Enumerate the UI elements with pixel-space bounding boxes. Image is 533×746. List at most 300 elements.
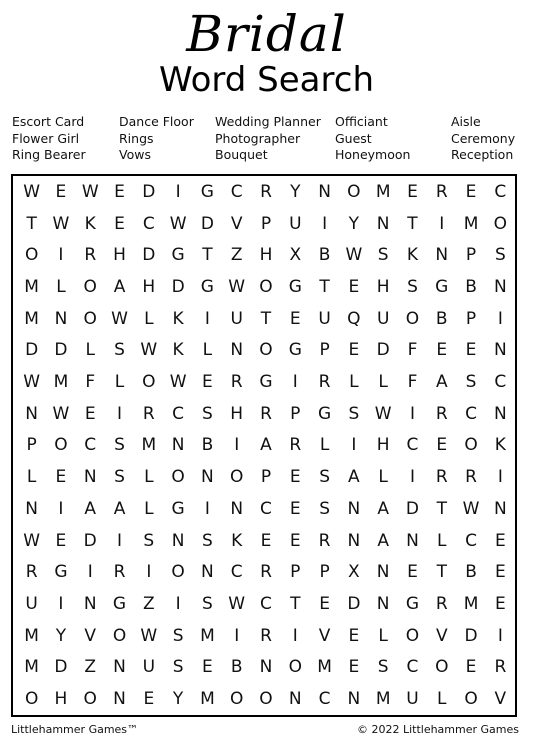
grid-letter: D (25, 340, 39, 361)
grid-letter: O (230, 467, 244, 488)
grid-letter: O (259, 340, 273, 361)
footer-copyright: © 2022 Littlehammer Games (356, 723, 519, 736)
grid-letter: E (494, 562, 506, 583)
grid-letter: L (56, 276, 66, 297)
grid-letter: S (114, 340, 125, 361)
grid-letter: C (318, 689, 331, 710)
grid-letter: I (234, 435, 240, 456)
grid-letter: M (375, 181, 391, 202)
word-item: Rings (119, 130, 154, 146)
grid-letter: Z (230, 245, 243, 266)
grid-letter: I (87, 562, 93, 583)
grid-letter: E (114, 213, 125, 234)
grid-letter: G (200, 276, 214, 297)
grid-letter: S (494, 245, 506, 266)
word-column-4 (335, 114, 410, 164)
grid-letter: L (378, 372, 388, 393)
word-item: Officiant (335, 114, 388, 129)
grid-letter: E (260, 530, 272, 551)
grid-letter: E (348, 657, 360, 678)
grid-letter: P (260, 213, 272, 234)
word-item: Dance Floor (119, 114, 194, 129)
grid-letter: I (58, 594, 64, 615)
grid-letter: E (348, 276, 360, 297)
grid-letter: E (55, 467, 67, 488)
grid-letter: O (259, 276, 273, 297)
word-column-1 (12, 114, 86, 164)
grid-letter: S (407, 276, 418, 297)
grid-letter: N (493, 498, 507, 519)
puzzle-grid (17, 176, 515, 715)
grid-letter: K (494, 435, 506, 456)
grid-letter: L (85, 340, 95, 361)
grid-letter: I (117, 403, 123, 424)
grid-letter: C (260, 498, 272, 519)
grid-letter: A (113, 276, 126, 297)
grid-letter: G (171, 498, 185, 519)
grid-letter: W (81, 181, 99, 202)
grid-letter: I (497, 467, 503, 488)
grid-letter: L (437, 530, 447, 551)
grid-letter: D (376, 340, 390, 361)
grid-letter: O (54, 435, 68, 456)
grid-letter: N (201, 562, 214, 583)
main-title: Word Search (158, 60, 374, 100)
grid-letter: G (112, 594, 127, 615)
grid-letter: E (436, 340, 448, 361)
grid-letter: D (347, 594, 361, 615)
grid-letter: P (465, 245, 477, 266)
grid-letter: F (85, 372, 96, 393)
grid-letter: M (53, 372, 69, 393)
grid-letter: L (378, 625, 388, 646)
grid-letter: K (172, 308, 184, 329)
grid-letter: E (494, 594, 506, 615)
word-item: Aisle (451, 114, 481, 129)
grid-letter: F (407, 372, 418, 393)
grid-letter: I (146, 562, 152, 583)
grid-letter: P (319, 562, 330, 583)
grid-letter: M (24, 657, 39, 678)
grid-letter: O (83, 276, 97, 297)
grid-letter: S (348, 403, 360, 424)
grid-letter: W (462, 498, 480, 519)
grid-letter: U (318, 308, 331, 329)
footer-brand: Littlehammer Games™ (11, 723, 139, 736)
grid-letter: O (288, 657, 302, 678)
word-item: Guest (335, 130, 372, 146)
grid-letter: P (290, 562, 301, 583)
grid-letter: I (322, 213, 328, 234)
grid-letter: T (260, 308, 272, 329)
grid-letter: R (260, 181, 272, 202)
grid-letter: W (228, 594, 246, 615)
grid-letter: A (260, 435, 272, 456)
grid-letter: P (290, 403, 301, 424)
grid-letter: V (84, 625, 97, 646)
grid-letter: W (374, 403, 392, 424)
word-item: Bouquet (215, 147, 268, 162)
grid-letter: I (497, 308, 503, 329)
grid-letter: E (289, 467, 301, 488)
grid-letter: N (25, 498, 38, 519)
grid-letter: M (200, 689, 215, 710)
grid-letter: V (318, 625, 331, 646)
grid-letter: D (464, 625, 478, 646)
grid-letter: E (202, 657, 213, 678)
grid-letter: L (144, 308, 154, 329)
grid-letter: R (435, 403, 448, 424)
grid-letter: W (140, 625, 158, 646)
grid-letter: A (377, 530, 389, 551)
grid-letter: V (435, 625, 448, 646)
grid-letter: I (409, 467, 415, 488)
grid-letter: N (83, 467, 97, 488)
grid-letter: X (348, 562, 360, 583)
grid-letter: E (289, 530, 301, 551)
grid-letter: T (407, 213, 418, 234)
grid-letter: T (436, 562, 447, 583)
grid-letter: S (319, 498, 330, 519)
grid-letter: E (114, 181, 125, 202)
grid-letter: I (117, 530, 123, 551)
grid-letter: E (494, 530, 506, 551)
grid-letter: E (465, 181, 477, 202)
grid-letter: W (169, 372, 187, 393)
grid-letter: M (141, 435, 157, 456)
grid-letter: G (435, 276, 449, 297)
grid-letter: K (172, 340, 184, 361)
word-item: Vows (119, 147, 151, 162)
grid-letter: O (171, 562, 185, 583)
word-item: Ring Bearer (12, 147, 86, 162)
word-item: Reception (451, 147, 514, 162)
grid-letter: B (201, 435, 214, 456)
grid-letter: H (230, 403, 244, 424)
grid-letter: R (230, 372, 243, 393)
grid-letter: E (436, 435, 448, 456)
grid-letter: C (84, 435, 97, 456)
grid-letter: N (113, 657, 126, 678)
grid-letter: N (347, 530, 361, 551)
grid-letter: C (260, 594, 272, 615)
grid-letter: N (493, 403, 507, 424)
grid-letter: R (113, 562, 126, 583)
grid-letter: N (406, 530, 419, 551)
grid-letter: N (113, 689, 126, 710)
grid-letter: O (112, 625, 127, 646)
word-item: Honeymoon (335, 147, 411, 162)
grid-letter: G (54, 562, 68, 583)
grid-letter: U (376, 308, 390, 329)
grid-letter: R (84, 245, 97, 266)
grid-letter: H (142, 276, 156, 297)
grid-letter: M (375, 689, 391, 710)
grid-letter: E (465, 340, 477, 361)
grid-letter: A (113, 498, 126, 519)
grid-letter: S (202, 530, 213, 551)
grid-letter: O (142, 372, 156, 393)
grid-letter: O (24, 245, 39, 266)
grid-letter: L (378, 467, 388, 488)
grid-letter: N (201, 467, 214, 488)
grid-letter: G (171, 245, 185, 266)
grid-letter: C (494, 181, 507, 202)
grid-letter: N (54, 308, 68, 329)
grid-letter: U (142, 657, 156, 678)
grid-letter: I (58, 498, 64, 519)
grid-letter: R (260, 403, 272, 424)
grid-letter: I (292, 625, 298, 646)
word-column-3 (215, 114, 321, 164)
grid-letter: D (200, 213, 214, 234)
grid-letter: W (52, 213, 70, 234)
grid-letter: O (435, 657, 449, 678)
script-title: Bridal (186, 5, 347, 63)
grid-letter: B (230, 657, 243, 678)
grid-letter: H (113, 245, 126, 266)
grid-letter: W (345, 245, 363, 266)
grid-letter: M (463, 594, 479, 615)
grid-letter: E (465, 657, 477, 678)
grid-letter: I (175, 181, 181, 202)
grid-letter: M (317, 657, 332, 678)
grid-letter: I (175, 594, 181, 615)
grid-letter: T (26, 213, 37, 234)
grid-letter: U (230, 308, 243, 329)
grid-letter: K (84, 213, 96, 234)
grid-letter: I (439, 213, 445, 234)
grid-letter: H (376, 435, 390, 456)
grid-letter: I (204, 308, 210, 329)
grid-letter: O (230, 689, 244, 710)
grid-letter: P (319, 340, 330, 361)
grid-letter: N (347, 498, 361, 519)
grid-letter: B (465, 562, 477, 583)
grid-letter: H (259, 245, 273, 266)
grid-letter: W (23, 530, 41, 551)
grid-letter: E (319, 594, 330, 615)
grid-letter: O (347, 181, 361, 202)
grid-letter: N (435, 245, 449, 266)
grid-letter: Z (84, 657, 97, 678)
grid-letter: V (494, 689, 507, 710)
grid-letter: T (290, 594, 301, 615)
grid-letter: T (319, 276, 330, 297)
grid-letter: G (259, 372, 273, 393)
grid-letter: H (54, 689, 68, 710)
grid-letter: N (318, 181, 331, 202)
grid-letter: G (288, 340, 302, 361)
grid-letter: C (142, 213, 155, 234)
grid-letter: W (140, 340, 158, 361)
grid-letter: N (376, 213, 390, 234)
grid-letter: A (435, 372, 448, 393)
grid-letter: R (289, 435, 302, 456)
grid-letter: N (25, 403, 38, 424)
grid-letter: C (406, 435, 419, 456)
word-item: Ceremony (451, 130, 516, 146)
grid-letter: N (83, 594, 97, 615)
grid-letter: L (349, 372, 359, 393)
grid-letter: E (289, 498, 301, 519)
grid-letter: O (171, 467, 185, 488)
grid-letter: N (493, 276, 507, 297)
grid-letter: D (142, 245, 156, 266)
grid-letter: B (435, 308, 448, 329)
grid-letter: U (25, 594, 38, 615)
grid-letter: X (289, 245, 302, 266)
grid-letter: G (405, 594, 420, 615)
grid-letter: P (465, 308, 477, 329)
grid-letter: Y (55, 625, 67, 646)
grid-letter: R (465, 467, 477, 488)
grid-letter: E (202, 372, 213, 393)
grid-letter: R (260, 562, 272, 583)
grid-letter: U (406, 689, 419, 710)
grid-letter: N (171, 530, 185, 551)
grid-letter: M (24, 308, 39, 329)
grid-letter: A (348, 467, 360, 488)
grid-letter: A (84, 498, 97, 519)
grid-letter: M (24, 276, 39, 297)
grid-letter: L (144, 498, 154, 519)
grid-letter: L (202, 340, 213, 361)
grid-letter: M (463, 213, 479, 234)
grid-letter: D (54, 340, 68, 361)
grid-letter: S (377, 657, 389, 678)
grid-letter: I (58, 245, 64, 266)
grid-letter: O (83, 689, 97, 710)
grid-letter: E (143, 689, 155, 710)
grid-letter: D (171, 276, 185, 297)
grid-letter: S (114, 467, 125, 488)
grid-letter: R (318, 372, 331, 393)
grid-letter: E (407, 181, 418, 202)
grid-letter: B (318, 245, 331, 266)
grid-letter: I (292, 372, 298, 393)
word-column-2 (119, 114, 194, 164)
grid-letter: N (376, 594, 390, 615)
grid-letter: I (204, 498, 210, 519)
grid-letter: K (406, 245, 419, 266)
grid-letter: O (259, 689, 273, 710)
grid-letter: L (437, 689, 447, 710)
grid-letter: G (317, 403, 332, 424)
word-item: Wedding Planner (215, 114, 321, 129)
grid-letter: C (465, 403, 477, 424)
grid-letter: E (84, 403, 96, 424)
grid-letter: N (347, 689, 361, 710)
grid-letter: I (409, 403, 415, 424)
grid-letter: N (171, 435, 185, 456)
grid-letter: S (202, 403, 213, 424)
grid-letter: I (234, 625, 240, 646)
grid-letter: S (465, 372, 477, 393)
grid-letter: N (288, 689, 302, 710)
word-item: Photographer (215, 130, 301, 146)
grid-letter: N (493, 340, 507, 361)
grid-letter: E (348, 625, 360, 646)
grid-letter: M (200, 625, 215, 646)
grid-letter: S (377, 245, 389, 266)
grid-letter: T (436, 498, 447, 519)
grid-letter: S (319, 467, 330, 488)
grid-letter: D (405, 498, 419, 519)
grid-letter: R (318, 530, 331, 551)
grid-letter: L (26, 467, 37, 488)
word-column-5 (451, 114, 515, 164)
grid-letter: R (435, 181, 448, 202)
grid-letter: I (351, 435, 357, 456)
word-item: Escort Card (12, 114, 85, 129)
grid-letter: R (435, 467, 448, 488)
grid-letter: W (23, 372, 41, 393)
grid-letter: A (377, 498, 389, 519)
word-list (0, 114, 533, 166)
grid-letter: Y (290, 181, 301, 202)
grid-letter: B (465, 276, 477, 297)
grid-letter: C (230, 562, 243, 583)
grid-letter: K (231, 530, 243, 551)
grid-letter: E (55, 181, 67, 202)
grid-letter: Z (142, 594, 155, 615)
grid-letter: V (230, 213, 243, 234)
grid-letter: O (83, 308, 97, 329)
grid-letter: R (435, 594, 448, 615)
grid-letter: W (228, 276, 246, 297)
grid-letter: P (26, 435, 37, 456)
grid-letter: E (407, 562, 418, 583)
grid-letter: L (114, 372, 125, 393)
grid-letter: U (289, 213, 302, 234)
grid-letter: N (376, 562, 390, 583)
grid-letter: O (464, 689, 478, 710)
grid-letter: O (493, 213, 508, 234)
grid-letter: S (202, 594, 213, 615)
grid-letter: E (289, 308, 301, 329)
grid-letter: D (142, 181, 156, 202)
grid-letter: W (111, 308, 128, 329)
grid-letter: I (497, 625, 503, 646)
grid-letter: C (230, 181, 243, 202)
puzzle-grid-frame (11, 174, 517, 717)
grid-letter: C (465, 530, 477, 551)
grid-letter: L (144, 467, 154, 488)
grid-letter: W (23, 181, 41, 202)
grid-letter: Q (347, 308, 361, 329)
grid-letter: O (24, 689, 39, 710)
grid-letter: E (55, 530, 67, 551)
grid-letter: G (288, 276, 302, 297)
grid-letter: D (83, 530, 97, 551)
grid-letter: O (464, 435, 478, 456)
grid-letter: E (348, 340, 360, 361)
grid-letter: P (260, 467, 272, 488)
grid-letter: C (494, 372, 507, 393)
grid-letter: T (202, 245, 213, 266)
grid-letter: F (407, 340, 418, 361)
grid-letter: S (172, 657, 184, 678)
grid-letter: H (376, 276, 390, 297)
grid-letter: D (54, 657, 68, 678)
grid-letter: S (143, 530, 155, 551)
grid-letter: N (230, 498, 244, 519)
grid-letter: O (405, 308, 420, 329)
grid-letter: N (230, 340, 244, 361)
grid-letter: L (319, 435, 330, 456)
grid-letter: M (24, 625, 39, 646)
